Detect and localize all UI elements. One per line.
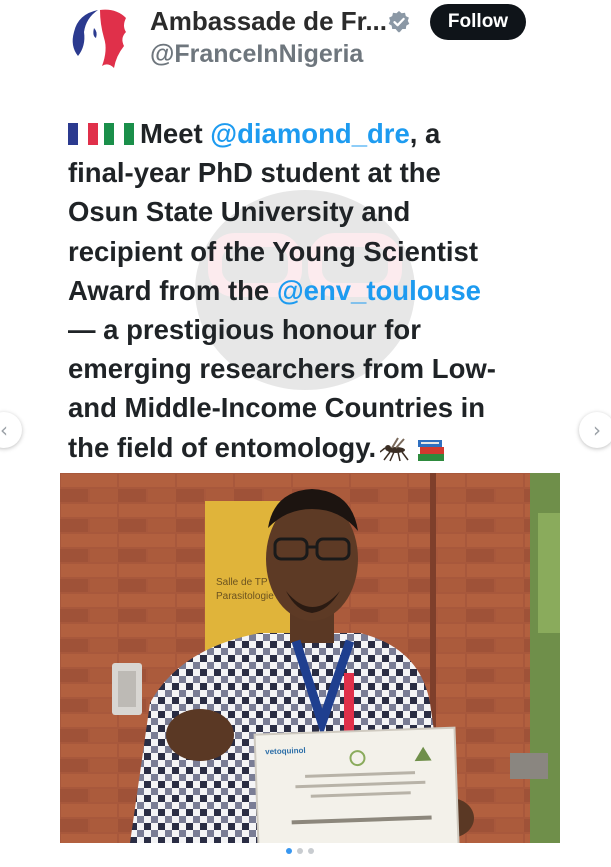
tweet-text-segment: final-year PhD student at the	[68, 157, 441, 189]
tweet-text-segment: , a	[409, 118, 441, 149]
marianne-logo-icon	[64, 2, 138, 76]
carousel-prev-button[interactable]	[0, 412, 22, 448]
tweet-text-line	[68, 271, 538, 310]
tweet-text-segment: and Middle-Income Countries in	[68, 392, 486, 424]
svg-text:Salle de TP: Salle de TP	[216, 577, 268, 588]
tweet-text-segment: emerging researchers from Low-	[68, 353, 496, 385]
nigeria-flag-icon	[104, 123, 134, 145]
svg-text:vetoquinol: vetoquinol	[265, 745, 306, 757]
tweet-text-line	[68, 232, 538, 271]
carousel-dot[interactable]	[286, 848, 292, 854]
tweet-text-line	[68, 428, 538, 467]
tweet-photo[interactable]	[60, 473, 560, 843]
svg-text:Parasitologie: Parasitologie	[216, 591, 274, 602]
follow-button[interactable]: Follow	[430, 4, 526, 40]
tweet-header	[0, 0, 611, 80]
tweet-text-segment: Osun State University and	[68, 196, 411, 228]
tweet-text-segment: Meet	[140, 118, 211, 149]
chevron-right-icon: ›	[593, 418, 601, 442]
mention-link[interactable]: @env_toulouse	[276, 274, 481, 306]
verified-badge-icon	[387, 10, 411, 34]
mention-link[interactable]: @diamond_dre	[210, 118, 410, 149]
carousel-dot[interactable]	[297, 848, 303, 854]
chevron-left-icon: ‹	[0, 418, 8, 442]
mosquito-icon	[380, 434, 412, 462]
tweet-text-segment: Award from the	[68, 274, 277, 306]
tweet-text-line	[68, 114, 538, 153]
account-handle[interactable]: @FranceInNigeria	[150, 40, 364, 68]
tweet-text-segment: — a prestigious honour for	[68, 313, 421, 345]
carousel-dot[interactable]	[308, 848, 314, 854]
books-icon	[416, 434, 446, 462]
tweet-text-line	[68, 192, 538, 231]
recipient-holding-certificate-photo	[60, 473, 560, 843]
account-display-name[interactable]: Ambassade de Fr...	[150, 6, 387, 36]
tweet-text-line	[68, 349, 538, 388]
tweet-body	[68, 114, 538, 467]
account-avatar[interactable]	[64, 2, 138, 76]
tweet-text-line	[68, 388, 538, 427]
carousel-next-button[interactable]	[579, 412, 611, 448]
france-flag-icon	[68, 123, 98, 145]
tweet-text-line	[68, 310, 538, 349]
tweet-text-line	[68, 153, 538, 192]
carousel-indicator	[286, 848, 314, 854]
tweet-text-segment: recipient of the Young Scientist	[68, 235, 479, 267]
tweet-text-segment: the field of entomology.	[68, 431, 377, 463]
